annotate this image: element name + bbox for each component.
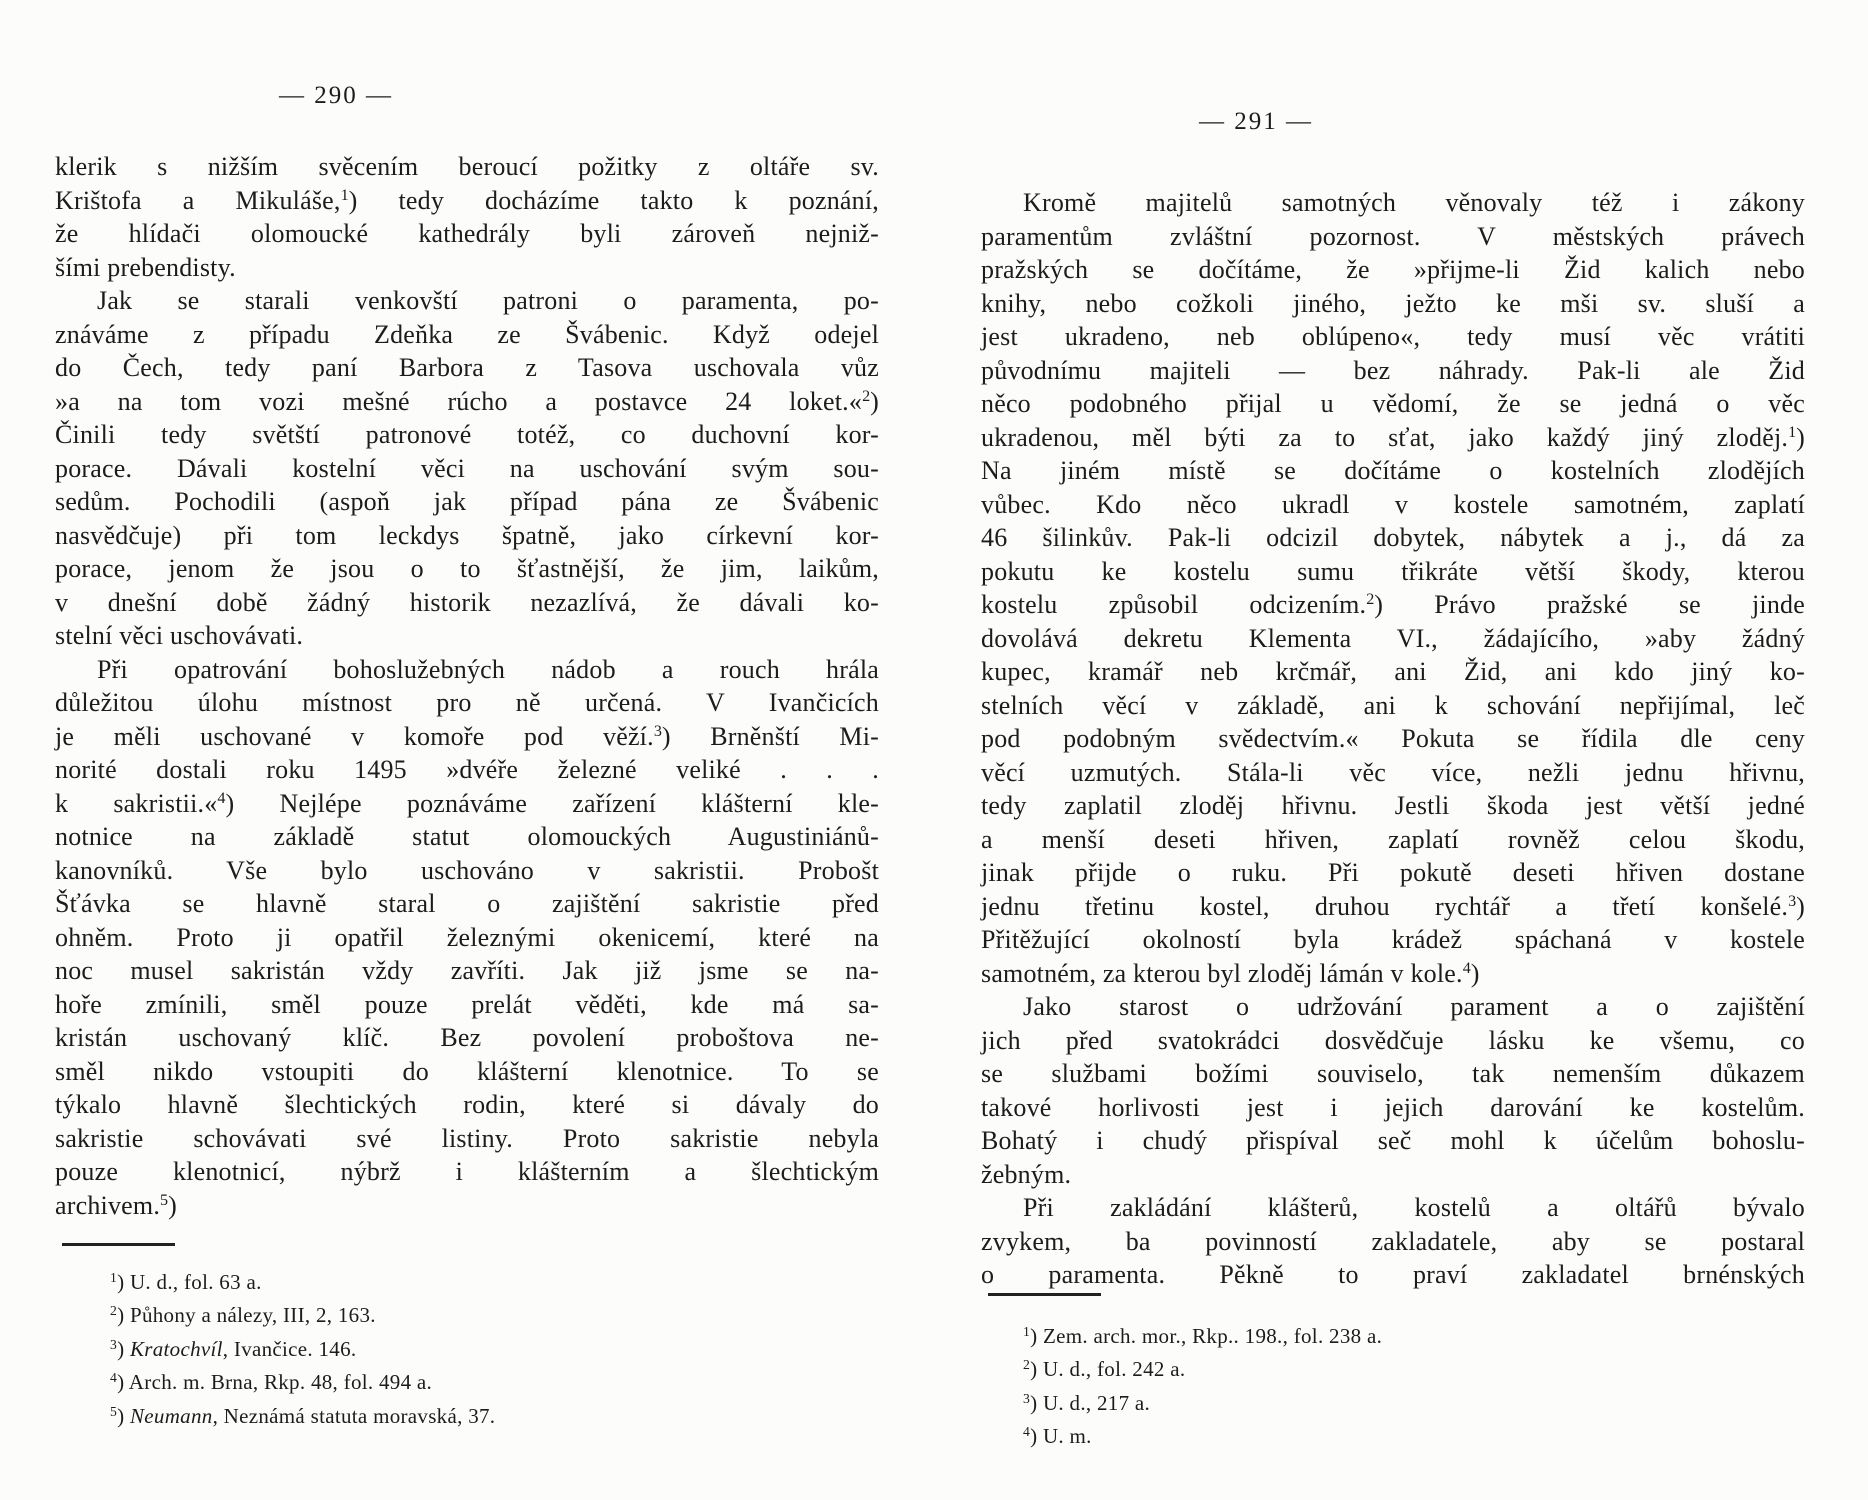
footnote: $^4$) Arch. m. Brna, Rkp. 48, fol. 494 a. — [110, 1370, 433, 1395]
text-line: Šťávka se hlavně staral o zajištění sakristie před — [55, 889, 879, 918]
text-line: Bohatý i chudý přispíval seč mohl k účelům bohoslu- — [981, 1126, 1805, 1155]
text-line: samotném, za kterou byl zloděj lámán v kole.$^4$) — [981, 958, 1480, 988]
text-line: porace, jenom že jsou o to šťastnější, že jim, laikům, — [55, 554, 879, 583]
text-line: sakristie schovávati své listiny. Proto sakristie nebyla — [55, 1123, 879, 1153]
text-line: notnice na základě statut olomouckých Augustiniánů- — [55, 822, 879, 851]
text-line: jinak přijde o ruku. Při pokutě deseti hřiven dostane — [981, 858, 1805, 887]
text-line: v dnešní době žádný historik nezazlívá, že dávali ko- — [55, 587, 879, 617]
text-line: že hlídači olomoucké kathedrály byli zároveň nejniž- — [55, 219, 879, 248]
text-line: kostelu způsobil odcizením.$^2$) Právo pražské se jinde — [981, 590, 1805, 619]
text-line: o paramenta. Pěkně to praví zakladatel brnénských — [981, 1260, 1805, 1289]
footnote: $^2$) Půhony a nálezy, III, 2, 163. — [110, 1303, 376, 1328]
text-line: směl nikdo vstoupiti do klášterní klenotnice. To se — [55, 1056, 879, 1086]
text-line: pouze klenotnicí, nýbrž i klášterním a šlechtickým — [55, 1157, 879, 1186]
text-line: k sakristii.«$^4$) Nejlépe poznáváme zařízení klášterní kle- — [55, 788, 879, 818]
footnote: $^3$) Kratochvíl, Ivančice. 146. — [110, 1336, 357, 1361]
text-line: vůbec. Kdo něco ukradl v kostele samotném, zaplatí — [981, 489, 1805, 519]
text-line: ukradenou, měl býti za to sťat, jako každý jiný zloděj.$^1$) — [981, 422, 1805, 452]
text-line: a menší deseti hřiven, zaplatí rovněž celou škodu, — [981, 824, 1805, 854]
page-290-body — [55, 150, 879, 1222]
text-line: hoře zmínili, směl pouze prelát věděti, kde má sa- — [55, 989, 879, 1019]
text-line: jich před svatokrádci dosvědčuje lásku ke všemu, co — [981, 1025, 1805, 1055]
text-line: důležitou úlohu místnost pro ně určená. V Ivančicích — [55, 688, 879, 717]
text-line: šími prebendisty. — [55, 252, 236, 282]
text-line: 46 šilinkův. Pak-li odcizil dobytek, nábytek a j., dá za — [981, 523, 1805, 552]
page-290-footnotes — [110, 1266, 495, 1433]
text-line: stelních věcí v základě, ani k schování nepřijímal, leč — [981, 690, 1805, 720]
text-line: jednu třetinu kostel, druhou rychtář a třetí konšelé.$^3$) — [981, 891, 1805, 921]
text-line: Jak se starali venkovští patroni o paramenta, po- — [97, 286, 879, 315]
text-line: zvykem, ba povinností zakladatele, aby se postaral — [981, 1226, 1805, 1256]
footnote: $^5$) Neumann, Neznámá statuta moravská, 37. — [110, 1403, 496, 1428]
text-line: věcí uzmutých. Stála-li věc více, nežli jednu hřivnu, — [981, 757, 1805, 787]
footnote: $^4$) U. m. — [1023, 1424, 1092, 1449]
text-line: Přitěžující okolností byla krádež spáchaná v kostele — [981, 925, 1805, 954]
text-line: Na jiném místě se dočítáme o kostelních zlodějích — [981, 456, 1805, 485]
footnote: $^1$) U. d., fol. 63 a. — [110, 1270, 262, 1294]
text-line: knihy, nebo cožkoli jiného, ježto ke mši sv. sluší a — [981, 288, 1805, 318]
text-line: něco podobného přijal u vědomí, že se jedná o věc — [981, 389, 1805, 418]
text-line: kanovníků. Vše bylo uschováno v sakristii. Probošt — [55, 855, 879, 885]
footnote: $^1$) Zem. arch. mor., Rkp.. 198., fol. 238 a. — [1023, 1324, 1383, 1348]
text-line: Jako starost o udržování parament a o zajištění — [1023, 992, 1805, 1021]
text-line: Krištofa a Mikuláše,$^1$) tedy docházíme takto k poznání, — [55, 185, 879, 215]
text-line: paramentům zvláštní pozornost. V městských právech — [981, 221, 1805, 251]
footnote: $^3$) U. d., 217 a. — [1023, 1390, 1151, 1415]
page-290 — [55, 0, 879, 1500]
footnote: $^2$) U. d., fol. 242 a. — [1023, 1357, 1186, 1382]
text-line: Při zakládání klášterů, kostelů a oltářů bývalo — [1023, 1193, 1805, 1222]
text-line: je měli uschované v komoře pod věží.$^3$) Brněnští Mi- — [55, 721, 879, 751]
text-line: norité dostali roku 1495 »dvéře železné veliké . . . — [55, 755, 879, 784]
page-291 — [981, 0, 1805, 1500]
text-line: Činili tedy světští patronové totéž, co duchovní kor- — [55, 420, 879, 449]
page-290-footnote-rule — [62, 1243, 175, 1246]
text-line: tedy zaplatil zloděj hřivnu. Jestli škoda jest větší jedné — [981, 791, 1805, 820]
text-line: kristán uschovaný klíč. Bez povolení proboštova ne- — [55, 1023, 879, 1052]
text-line: kupec, kramář neb krčmář, ani Žid, ani kdo jiný ko- — [981, 657, 1805, 686]
text-line: pokutu ke kostelu sumu třikráte větší škody, kterou — [981, 556, 1805, 586]
text-line: stelní věci uschovávati. — [55, 621, 304, 650]
text-line: Kromě majitelů samotných věnovaly též i zákony — [1023, 188, 1805, 217]
text-line: ohněm. Proto ji opatřil železnými okenicemí, které na — [55, 922, 879, 952]
page-291-number: — 291 — — [1199, 108, 1313, 135]
text-line: nasvědčuje) při tom leckdys špatně, jako církevní kor- — [55, 520, 879, 550]
text-line: jest ukradeno, neb oblúpeno«, tedy musí věc vrátiti — [981, 322, 1805, 351]
text-line: takové horlivosti jest i jejich darování ke kostelům. — [981, 1092, 1805, 1122]
text-line: sedům. Pochodili (aspoň jak případ pána ze Švábenic — [55, 487, 879, 516]
text-line: pražských se dočítáme, že »přijme-li Žid kalich nebo — [981, 255, 1805, 284]
text-line: »a na tom vozi mešné rúcho a postavce 24 loket.«$^2$) — [55, 386, 879, 416]
page-291-footnotes — [1023, 1320, 1382, 1454]
text-line: žebným. — [981, 1159, 1072, 1189]
text-line: archivem.$^5$) — [55, 1190, 177, 1220]
text-line: týkalo hlavně šlechtických rodin, které si dávaly do — [55, 1090, 879, 1119]
text-line: se službami božími souviselo, tak nemenším důkazem — [981, 1059, 1805, 1088]
page-290-number: — 290 — — [279, 82, 393, 109]
text-line: do Čech, tedy paní Barbora z Tasova uschovala vůz — [55, 353, 879, 382]
text-line: Při opatrování bohoslužebných nádob a rouch hrála — [97, 654, 879, 684]
text-line: znáváme z případu Zdeňka ze Švábenic. Když odejel — [55, 319, 879, 349]
page-291-body — [981, 186, 1805, 1292]
text-line: pod podobným svědectvím.« Pokuta se řídila dle ceny — [981, 724, 1805, 753]
page-291-footnote-rule — [988, 1293, 1101, 1296]
text-line: klerik s nižším svěcením beroucí požitky z oltáře sv. — [55, 152, 879, 181]
text-line: dovolává dekretu Klementa VI., žádajícího, »aby žádný — [981, 623, 1805, 653]
text-line: porace. Dávali kostelní věci na uschování svým sou- — [55, 453, 879, 483]
text-line: noc musel sakristán vždy zavříti. Jak již jsme se na- — [55, 956, 879, 985]
text-line: původnímu majiteli — bez náhrady. Pak-li ale Žid — [981, 355, 1805, 385]
